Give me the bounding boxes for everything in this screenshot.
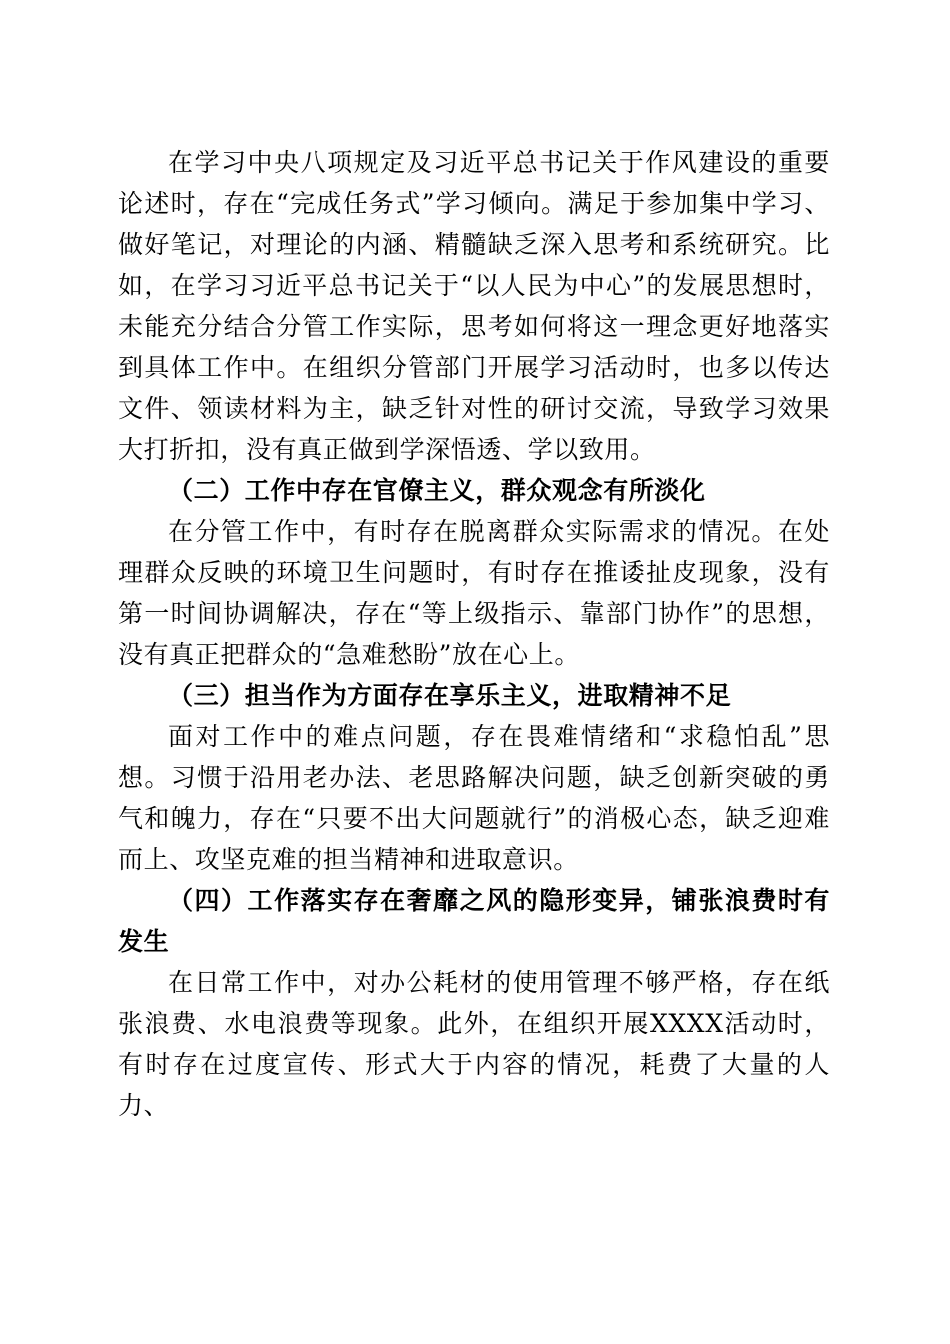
paragraph-extravagance: 在日常工作中，对办公耗材的使用管理不够严格，存在纸张浪费、水电浪费等现象。此外，在组织开展XXXX活动时，有时存在过度宣传、形式大于内容的情况，耗费了大量的人力、 — [118, 968, 830, 1120]
paragraph-study-tendency: 在学习中央八项规定及习近平总书记关于作风建设的重要论述时，存在“完成任务式”学习倾向。满足于参加集中学习、做好笔记，对理论的内涵、精髓缺乏深入思考和系统研究。比如，在学习习近平总书记关于“以人民为中心”的发展思想时，未能充分结合分管工作实际，思考如何将这一理念更好地落实到具体工作中。在组织分管部门开展学习活动时，也多以传达文件、领读材料为主，缺乏针对性的研讨交流，导致学习效果大打折扣，没有真正做到学深悟透、学以致用。 — [118, 148, 830, 464]
section-heading-extravagance: （四）工作落实存在奢靡之风的隐形变异，铺张浪费时有发生 — [118, 886, 830, 956]
section-heading-hedonism: （三）担当作为方面存在享乐主义，进取精神不足 — [168, 681, 732, 710]
paragraph-hedonism: 面对工作中的难点问题，存在畏难情绪和“求稳怕乱”思想。习惯于沿用老办法、老思路解决问题，缺乏创新突破的勇气和魄力，存在“只要不出大问题就行”的消极心态，缺乏迎难而上、攻坚克难的担当精神和进取意识。 — [118, 722, 830, 874]
paragraph-bureaucratism: 在分管工作中，有时存在脱离群众实际需求的情况。在处理群众反映的环境卫生问题时，有时存在推诿扯皮现象，没有第一时间协调解决，存在“等上级指示、靠部门协作”的思想，没有真正把群众的“急难愁盼”放在心上。 — [118, 517, 830, 669]
section-heading-bureaucratism: （二）工作中存在官僚主义，群众观念有所淡化 — [168, 476, 706, 505]
document-body — [118, 142, 830, 1126]
